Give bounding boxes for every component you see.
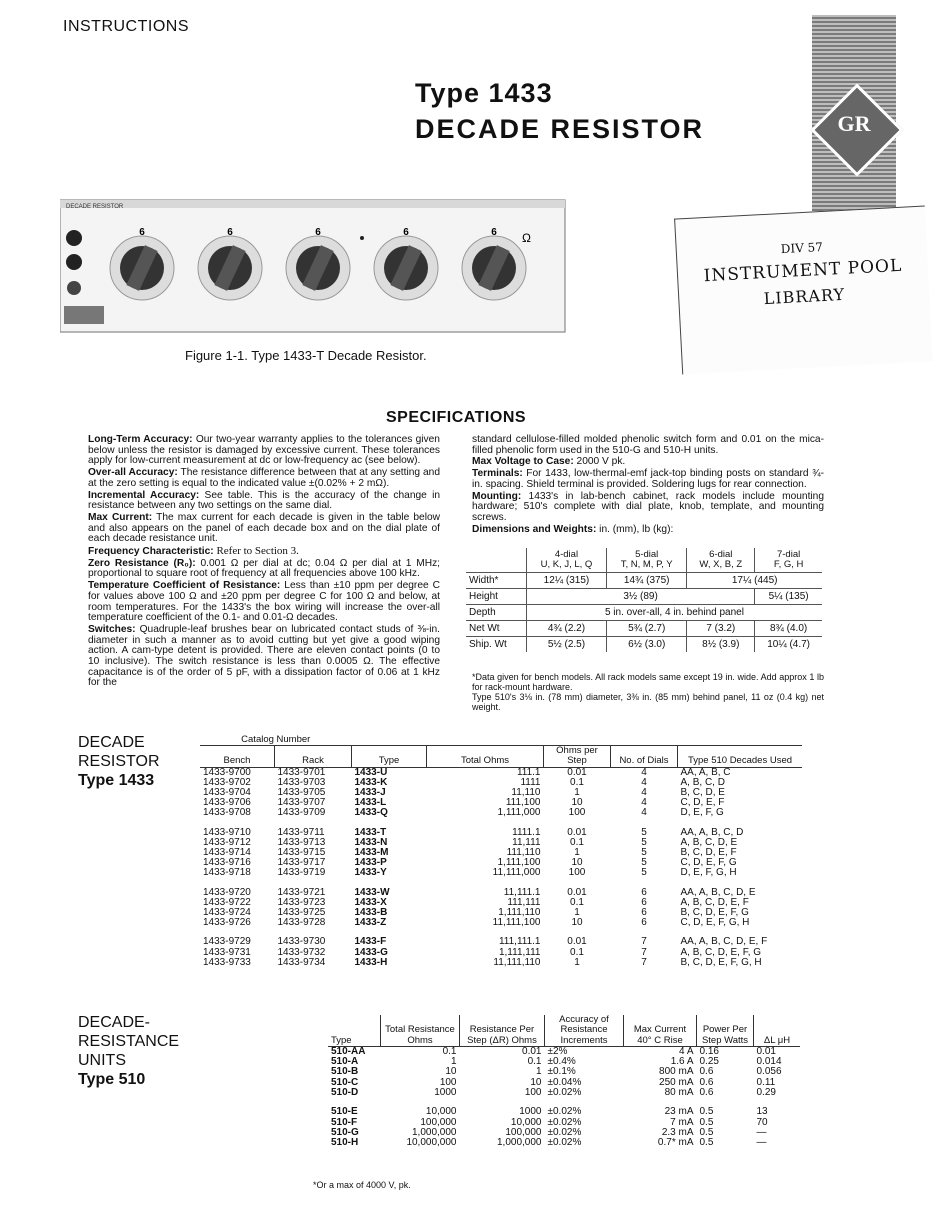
table-cell: 10,000 xyxy=(510,1116,542,1128)
section-decade-resistance-units: DECADE- RESISTANCE UNITS Type 510 xyxy=(78,1014,180,1088)
dial-2 xyxy=(198,236,262,300)
table-cell: 0.01 xyxy=(567,936,587,948)
table-cell: 1433-9725 xyxy=(277,907,326,919)
table-cell: D, E, F, G xyxy=(680,807,724,819)
stamp-div: DIV 57 xyxy=(780,239,824,257)
table-cell: 11,111,000 xyxy=(492,867,541,879)
table-cell: 510-H xyxy=(331,1137,359,1149)
table-cell: 1.6 A xyxy=(670,1056,694,1068)
table-cell: 100 xyxy=(439,1076,457,1088)
table-cell: 0.01 xyxy=(567,826,587,838)
table-cell: 1433-9708 xyxy=(203,807,251,819)
table-cell: 0.1 xyxy=(570,946,584,958)
table-cell: 1 xyxy=(574,787,580,799)
spec-item: Mounting: 1433's in lab-bench cabinet, rack models include mounting hardware; 510's complete with dial plate, knob, template, and mounting screws. xyxy=(472,490,824,523)
table-cell: 1433-9715 xyxy=(277,847,326,859)
table-cell: 10,000 xyxy=(425,1106,457,1118)
table-cell: 1433-B xyxy=(354,907,388,919)
table-cell: 510-A xyxy=(331,1056,359,1068)
table-row xyxy=(200,808,802,818)
table-cell: 7 xyxy=(641,946,647,958)
table-cell: 1433-9733 xyxy=(203,956,251,968)
table-cell: B, C, D, E, F xyxy=(680,847,737,859)
table-cell: 1433-9719 xyxy=(277,867,326,879)
title-name: DECADE RESISTOR xyxy=(415,114,705,144)
table-cell: 0.6 xyxy=(699,1076,714,1088)
dial-5 xyxy=(462,236,526,300)
table-cell: — xyxy=(756,1126,767,1138)
table-cell: 0.6 xyxy=(699,1087,714,1099)
dims-note: *Data given for bench models. All rack models same except 19 in. wide. Add approx 1 lb for rack-mount hardware. xyxy=(472,672,824,692)
table-cell: 510-E xyxy=(331,1106,358,1118)
dims-note: Type 510's 3⅛ in. (78 mm) diameter, 3⅜ in. (85 mm) behind panel, 11 oz (0.4 kg) net weight. xyxy=(472,692,824,712)
table-cell: 11,111.1 xyxy=(503,886,541,898)
header-label: INSTRUCTIONS xyxy=(63,18,189,35)
table-cell: ±0.4% xyxy=(547,1056,576,1068)
table-row: Ship. Wt 5½ (2.5) 6½ (3.0) 8½ (3.9) 10¼ (4.7) xyxy=(466,637,822,653)
table-cell: 11,111 xyxy=(512,836,541,848)
specs-left-column xyxy=(88,435,440,690)
dims-notes xyxy=(472,672,824,712)
table-cell: 7 xyxy=(641,956,647,968)
table-cell: 1 xyxy=(535,1066,542,1078)
table-cell: 0.16 xyxy=(699,1045,719,1057)
table-cell: 5 xyxy=(641,826,647,838)
table-cell: 1,111,100 xyxy=(497,857,541,869)
table-row: Width* 12¼ (315) 14¾ (375) 17¼ (445) xyxy=(466,573,822,589)
table-cell: 1433-Z xyxy=(354,917,387,929)
table-cell: 1433-J xyxy=(354,787,386,799)
table-cell: 0.1 xyxy=(570,896,584,908)
table-cell: B, C, D, E, F, G xyxy=(680,907,749,919)
table-cell: 1433-Y xyxy=(354,867,387,879)
table-cell: 7 xyxy=(641,936,647,948)
table-cell: 11,111,100 xyxy=(492,917,541,929)
logo-text: GR xyxy=(837,111,871,136)
table-row xyxy=(200,958,802,968)
table-cell: 1433-9714 xyxy=(203,847,251,859)
table-cell: 1,111,000 xyxy=(497,807,541,819)
table-cell: ±0.1% xyxy=(547,1066,576,1078)
ohm-symbol: Ω xyxy=(522,231,531,245)
table-cell: 1433-9705 xyxy=(277,787,326,799)
table-cell: 0.01 xyxy=(756,1045,776,1057)
spec-item: Switches: Quadruple-leaf brushes bear on lubricated contact studs of ⅜-in. diameter in such a manner as to avoid cutting but yet give a good wiping action. A cam-type detent is provided. There are eleven contact points (0 to 10 inclusive). The switch resistance is less than 0.0005 Ω. The effective capacitance is of the order of 5 pF, with a dissipation factor of 0.06 at 1 kHz for the xyxy=(88,623,440,689)
table-cell: 1 xyxy=(450,1056,457,1068)
table-cell: 100 xyxy=(568,867,586,879)
table-cell: 1433-9709 xyxy=(277,807,326,819)
table-cell: 1433-X xyxy=(354,896,387,908)
table-cell: 1433-U xyxy=(354,766,388,778)
table-cell: 1 xyxy=(574,956,580,968)
dial-mark: 6 xyxy=(315,227,321,238)
table-cell: 10 xyxy=(445,1066,457,1078)
table-cell: 11,111,110 xyxy=(493,956,541,968)
table-cell: AA, A, B, C, D, E xyxy=(680,886,756,898)
table-row xyxy=(200,918,802,928)
table-cell: 100 xyxy=(524,1087,542,1099)
dial-mark: 6 xyxy=(227,227,233,238)
table-cell: 5 xyxy=(641,847,647,859)
table-cell: 1433-9718 xyxy=(203,867,251,879)
type510-table: Type Total Resistance Ohms Resistance Per Step (ΔR) Ohms Accuracy of Resistance Increments Max Current 40° C Rise Power Per Step Watts ΔL μH 510-AA 0.1 0.01 ±2% 4 A 0.16 0.01 510-A 1 0.1 ±0.4% 1.6 A 0.25 0.014 510-B 10 1 ±0.1% 800 mA 0.6 0.056 510-C 100 10 ±0.04% 250 mA 0.6 0.11 510-D 1000 100 ±0.02% 80 mA 0.6 0.29 510-E 10,000 1000 ±0.02% 23 mA 0.5 13 510-F 100,000 10,000 ±0.02% 7 mA 0.5 70 510-G 1,000,000 100,000 ±0.02% 2.3 mA 0.5 — 510-H 10,000,000 1,000,000 ±0.02% 0.7* mA 0.5 — xyxy=(328,1015,800,1149)
dial-3 xyxy=(286,236,350,300)
table-cell: AA, A, B, C, D xyxy=(680,826,744,838)
table-cell: 0.1 xyxy=(527,1056,542,1068)
table-cell: 1433-9721 xyxy=(277,886,326,898)
stamp-pool: INSTRUMENT POOL xyxy=(703,255,903,287)
table-cell: ±0.04% xyxy=(547,1076,582,1088)
table-cell: 1433-N xyxy=(354,836,388,848)
title-type: Type 1433 xyxy=(415,78,553,108)
table-cell: 111,100 xyxy=(505,797,541,809)
table-cell: 1,111,111 xyxy=(498,946,541,958)
table-cell: C, D, E, F, G xyxy=(680,857,737,869)
table-cell: 1433-9700 xyxy=(203,766,251,778)
table-cell: 4 xyxy=(641,766,647,778)
table-cell: 0.5 xyxy=(699,1116,714,1128)
table-cell: 0.5 xyxy=(699,1126,714,1138)
table-cell: 4 xyxy=(641,787,647,799)
spec-item: Long-Term Accuracy: Our two-year warranty applies to the tolerances given below unless the resistor is damaged by excessive current. These tolerances apply for low-current measurement at dc or low-frequency ac (see below). xyxy=(88,434,440,467)
table-cell: 4 xyxy=(641,797,647,809)
table-cell: 1,000,000 xyxy=(497,1137,542,1149)
table-cell: 100,000 xyxy=(420,1116,457,1128)
table-cell: 1433-9731 xyxy=(203,946,251,958)
table-cell: 510-C xyxy=(331,1076,359,1088)
table-cell: 510-B xyxy=(331,1066,359,1078)
table-cell: 0.6 xyxy=(699,1066,714,1078)
table-cell: A, B, C, D xyxy=(680,776,725,788)
table-cell: 1433-9701 xyxy=(277,766,326,778)
table-cell: 1433-9729 xyxy=(203,936,251,948)
table-cell: 23 mA xyxy=(664,1106,694,1118)
table-cell: 1000 xyxy=(519,1106,542,1118)
spec-item: Max Current: The max current for each decade is given in the table below and also appears on the panel of each decade box and on the dial plate of each decade resistance unit. xyxy=(88,511,440,545)
table-cell: 1433-9723 xyxy=(277,896,326,908)
table-cell: 4 A xyxy=(679,1045,694,1057)
table-cell: 0.1 xyxy=(570,836,584,848)
spec-lead: standard cellulose-filled molded phenolic switch form and 0.01 on the mica-filled phenolic form used in the 510-G and 510-H units. xyxy=(472,434,824,456)
table-cell: 6 xyxy=(641,886,647,898)
spec-item: Over-all Accuracy: The resistance difference between that at any setting and at the zero setting is equal to the indicated value ±(0.02% + 2 mΩ). xyxy=(88,467,440,489)
table-cell: ±0.02% xyxy=(547,1137,582,1149)
table-row: Height 3½ (89) 5¼ (135) xyxy=(466,589,822,605)
table-cell: 1433-9726 xyxy=(203,917,251,929)
table-cell: 1433-9712 xyxy=(203,836,251,848)
table-cell: 1433-Q xyxy=(354,807,388,819)
dimensions-table: 4-dial U, K, J, L, Q 5-dial T, N, M, P, Y 6-dial W, X, B, Z 7-dial F, G, H Width* 12¼ (315) 14¾ (375) 17¼ (445) Height 3½ (89) 5¼ (135) Depth 5 in. over-all, 4 in. behind panel Net Wt 4¾ (2.2) 5¾ (2.7) 7 (3.2) 8¾ (4.0) Ship. Wt 5½ (2.5) 6½ (3.0) 8½ (3.9) 10¼ (4.7) xyxy=(466,548,822,652)
specifications-heading: SPECIFICATIONS xyxy=(386,409,527,426)
table-cell: 80 mA xyxy=(664,1087,694,1099)
table-cell: C, D, E, F, G, H xyxy=(680,917,750,929)
table-row xyxy=(200,868,802,878)
table-cell: 1433-9702 xyxy=(203,776,251,788)
table-cell: 1111 xyxy=(520,776,541,788)
table-cell: 250 mA xyxy=(659,1076,694,1088)
table-cell: 510-D xyxy=(331,1087,359,1099)
table-cell: 0.056 xyxy=(756,1066,782,1078)
table-cell: 0.7* mA xyxy=(657,1137,694,1149)
table-cell: A, B, C, D, E, F xyxy=(680,896,749,908)
table-cell: 1,111,110 xyxy=(498,907,541,919)
table-cell: 1433-9728 xyxy=(277,917,326,929)
table-cell: 1433-9716 xyxy=(203,857,251,869)
table-cell: 100 xyxy=(568,807,586,819)
product-photo xyxy=(60,198,570,338)
table-cell: 1433-9734 xyxy=(277,956,326,968)
table-cell: B, C, D, E, F, G, H xyxy=(680,956,762,968)
table-cell: 11,110 xyxy=(511,787,541,799)
table-cell: 7 mA xyxy=(670,1116,694,1128)
dial-mark: 6 xyxy=(139,227,145,238)
table-cell: ±0.02% xyxy=(547,1087,582,1099)
table-cell: D, E, F, G, H xyxy=(680,867,737,879)
table-cell: 5 xyxy=(641,857,647,869)
table-cell: 1433-H xyxy=(354,956,388,968)
dial-mark: 6 xyxy=(491,227,497,238)
table-cell: 0.014 xyxy=(756,1056,782,1068)
table-cell: ±0.02% xyxy=(547,1116,582,1128)
footnote: *Or a max of 4000 V, pk. xyxy=(313,1180,411,1190)
table-cell: 10 xyxy=(571,857,583,869)
table-cell: A, B, C, D, E xyxy=(680,836,738,848)
table-row xyxy=(328,1138,800,1148)
figure-caption: Figure 1-1. Type 1433-T Decade Resistor. xyxy=(185,348,427,363)
table-cell: 1433-9703 xyxy=(277,776,326,788)
table-cell: 1433-9711 xyxy=(277,826,325,838)
table-cell: 1433-P xyxy=(354,857,387,869)
table-cell: ±2% xyxy=(547,1045,568,1057)
table-cell: 0.5 xyxy=(699,1106,714,1118)
table-cell: 10 xyxy=(530,1076,542,1088)
table-cell: 6 xyxy=(641,896,647,908)
table-cell: 1433-9717 xyxy=(277,857,326,869)
table-cell: 0.5 xyxy=(699,1137,714,1149)
table-cell: 4 xyxy=(641,807,647,819)
table-cell: 1433-K xyxy=(354,776,388,788)
table-cell: 1433-9710 xyxy=(203,826,251,838)
table-cell: 1433-G xyxy=(354,946,388,958)
table-cell: 1433-T xyxy=(354,826,387,838)
table-cell: 1433-9707 xyxy=(277,797,326,809)
table-cell: AA, A, B, C, D, E, F xyxy=(680,936,768,948)
table-cell: 0.01 xyxy=(567,886,587,898)
table-cell: 2.3 mA xyxy=(661,1126,694,1138)
spec-item: Temperature Coefficient of Resistance: Less than ±10 ppm per degree C for values above 100 Ω and ±20 ppm per degree C for 100 Ω and below, at room temperatures. For the 1433's the box wiring will increase the over-all temperature coefficient of the 0.1- and 0.01-Ω decades. xyxy=(88,580,440,624)
panel-label: DECADE RESISTOR xyxy=(66,204,124,210)
table-cell: 510-AA xyxy=(331,1045,366,1057)
table-cell: 6 xyxy=(641,907,647,919)
table-cell: 111,110 xyxy=(506,847,541,859)
dial-1 xyxy=(110,236,174,300)
table-cell: 0.25 xyxy=(699,1056,719,1068)
spec-item: Dimensions and Weights: in. (mm), lb (kg): xyxy=(472,523,674,535)
table-cell: 1 xyxy=(574,847,580,859)
table-cell: 13 xyxy=(756,1106,768,1118)
table-cell: 1000 xyxy=(434,1087,457,1099)
table-cell: 1433-F xyxy=(354,936,387,948)
table-cell: B, C, D, E xyxy=(680,787,725,799)
section-decade-resistor: DECADE RESISTOR Type 1433 xyxy=(78,734,160,789)
table-cell: 800 mA xyxy=(659,1066,694,1078)
table-cell: 1433-M xyxy=(354,847,389,859)
table-cell: 510-G xyxy=(331,1126,359,1138)
table-cell: ±0.02% xyxy=(547,1106,582,1118)
table-cell: 5 xyxy=(641,867,647,879)
table-cell: AA, A, B, C xyxy=(680,766,731,778)
table-row xyxy=(328,1088,800,1098)
table-cell: 1433-9724 xyxy=(203,907,251,919)
table-cell: 111,111.1 xyxy=(498,936,541,948)
table-cell: 1433-L xyxy=(354,797,387,809)
table-cell: 510-F xyxy=(331,1116,358,1128)
table-cell: 1433-9720 xyxy=(203,886,251,898)
table-cell: ±0.02% xyxy=(547,1126,582,1138)
table-cell: 1433-9730 xyxy=(277,936,326,948)
table-cell: 70 xyxy=(756,1116,768,1128)
table-cell: 111,111 xyxy=(507,896,541,908)
table-cell: 0.1 xyxy=(570,776,584,788)
spec-item: Max Voltage to Case: 2000 V pk. xyxy=(472,456,626,468)
table-cell: 1433-9713 xyxy=(277,836,326,848)
table-cell: 1433-W xyxy=(354,886,390,898)
table-cell: 4 xyxy=(641,776,647,788)
table-cell: 10 xyxy=(571,917,583,929)
table-cell: 1 xyxy=(574,907,580,919)
table-cell: 100,000 xyxy=(505,1126,542,1138)
library-stamp xyxy=(674,206,933,375)
table-cell: 1433-9732 xyxy=(277,946,326,958)
stamp-library: LIBRARY xyxy=(763,284,846,309)
table-cell: 111.1 xyxy=(516,766,541,778)
spec-item: Frequency Characteristic: Refer to Section 3. xyxy=(88,545,299,558)
table-cell: — xyxy=(756,1137,767,1149)
table-cell: 0.11 xyxy=(756,1076,776,1088)
table-row: Net Wt 4¾ (2.2) 5¾ (2.7) 7 (3.2) 8¾ (4.0) xyxy=(466,621,822,637)
gr-logo xyxy=(812,15,896,211)
spec-item: Zero Resistance (R₀): 0.001 Ω per dial at dc; 0.04 Ω per dial at 1 MHz; proportional to square root of frequency at all frequencies above 100 kHz. xyxy=(88,557,440,580)
table-cell: 1433-9722 xyxy=(203,896,251,908)
dial-4 xyxy=(374,236,438,300)
table-cell: 1433-9706 xyxy=(203,797,251,809)
table-row: Depth 5 in. over-all, 4 in. behind panel xyxy=(466,605,822,621)
table-cell: 0.1 xyxy=(442,1045,457,1057)
spec-item: Incremental Accuracy: See table. This is the accuracy of the change in resistance between any two settings on the same dial. xyxy=(88,489,440,512)
table-cell: C, D, E, F xyxy=(680,797,725,809)
table-cell: A, B, C, D, E, F, G xyxy=(680,946,762,958)
table-cell: 10 xyxy=(571,797,583,809)
catalog-table: Catalog Number Bench Rack Type Total Ohms Ohms per Step No. of Dials Type 510 Decades Used 1433-9700 1433-9701 1433-U 111.1 0.01 4 AA, A, B, C 1433-9702 1433-9703 1433-K 1111 0.1 4 A, B, C, D 1433-9704 1433-9705 1433-J 11,110 1 4 B, C, D, E 1433-9706 1433-9707 1433-L 111,100 10 4 C, D, E, F 1433-9708 1433-9709 1433-Q 1,111,000 100 4 D, E, F, G 1433-9710 1433-9711 1433-T 1111.1 0.01 5 AA, A, B, C, D 1433-9712 1433-9713 1433-N 11,111 0.1 5 A, B, C, D, E 1433-9714 1433-9715 1433-M 111,110 1 5 B, C, D, E, F 1433-9716 1433-9717 1433-P 1,111,100 10 5 C, D, E, F, G 1433-9718 1433-9719 1433-Y 11,111,000 100 5 D, E, F, G, H 1433-9720 1433-9721 1433-W 11,111.1 0.01 6 AA, A, B, C, D, E 1433-9722 1433-9723 1433-X 111,111 0.1 6 A, B, C, D, E, F 1433-9724 1433-9725 1433-B 1,111,110 1 6 B, C, D, E, F, G 1433-9726 1433-9728 1433-Z 11,111,100 10 6 C, D, E, F, G, H 1433-9729 1433-9730 1433-F 111,111.1 0.01 7 AA, A, B, C, D, E, F 1433-9731 1433-9732 1433-G 1,111,111 0.1 7 A, B, C, D, E, F, G 1433-9733 1433-9734 1433-H 11,111,110 1 7 B, C, D, E, F, G, H xyxy=(200,735,802,968)
table-cell: 10,000,000 xyxy=(406,1137,457,1149)
table-cell: 0.01 xyxy=(567,766,587,778)
spec-item: Terminals: For 1433, low-thermal-emf jack-top binding posts on standard ¾-in. spacing. Shield terminal is provided. Soldering lugs for rear connection. xyxy=(472,468,824,490)
table-cell: 0.01 xyxy=(522,1045,542,1057)
table-cell: 6 xyxy=(641,917,647,929)
dial-mark: 6 xyxy=(403,227,409,238)
table-cell: 0.29 xyxy=(756,1087,776,1099)
table-cell: 1,000,000 xyxy=(412,1126,457,1138)
table-cell: 1111.1 xyxy=(512,826,541,838)
table-cell: 5 xyxy=(641,836,647,848)
table-cell: 1433-9704 xyxy=(203,787,251,799)
specs-right-column xyxy=(472,435,824,536)
